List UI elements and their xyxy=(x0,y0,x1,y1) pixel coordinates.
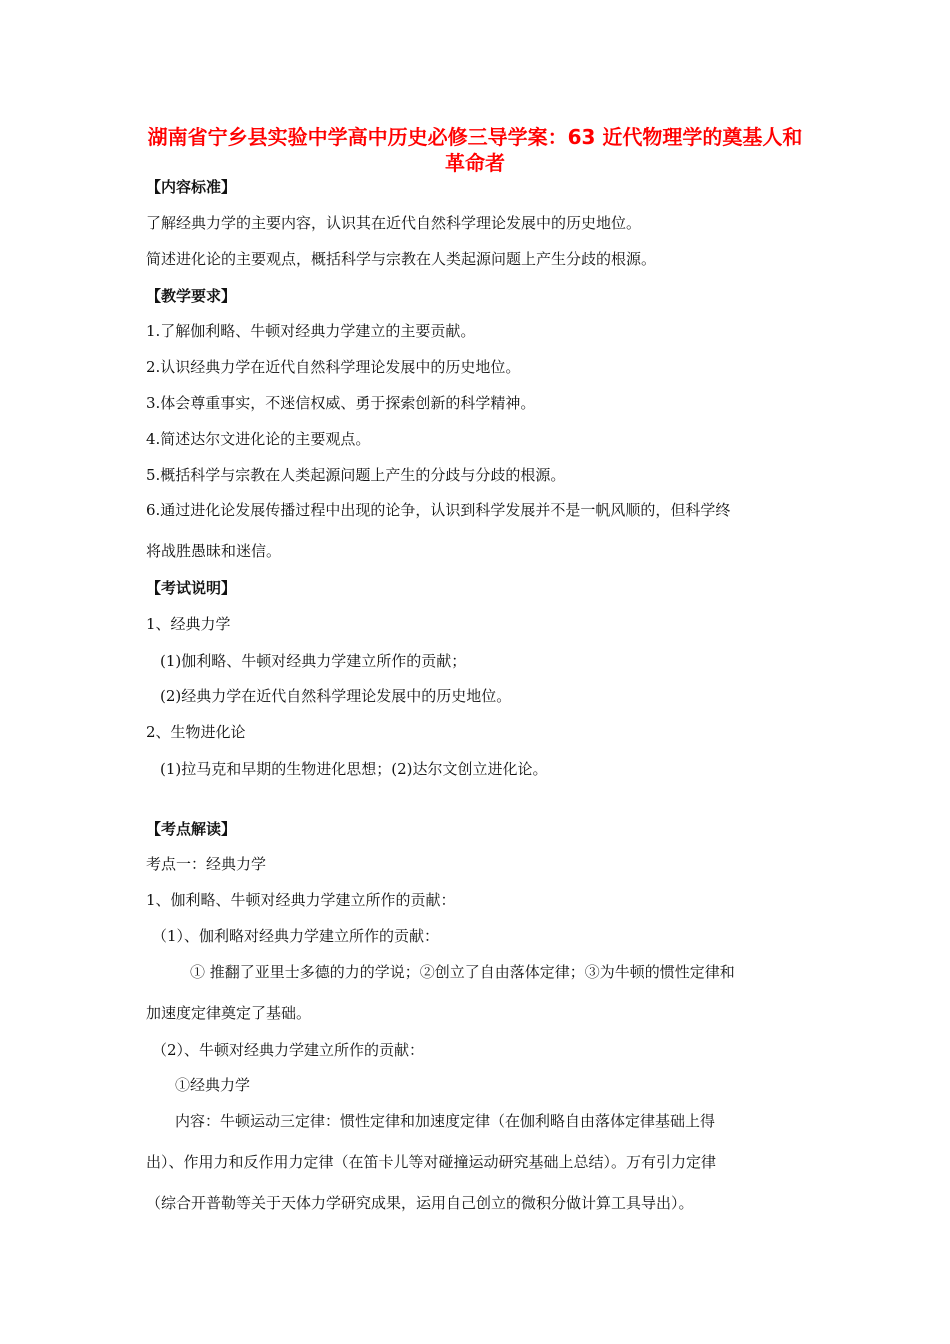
teaching-requirement-line: 5.概括科学与宗教在人类起源问题上产生的分歧与分歧的根源。 xyxy=(146,466,566,484)
teaching-requirement-line: 2.认识经典力学在近代自然科学理论发展中的历史地位。 xyxy=(146,358,521,376)
section-heading-content-standard: 【内容标准】 xyxy=(146,178,237,196)
teaching-requirement-line: 将战胜愚昧和迷信。 xyxy=(146,542,282,560)
section-heading-teaching-requirements: 【教学要求】 xyxy=(146,287,237,305)
key-point-line: 1、伽利略、牛顿对经典力学建立所作的贡献： xyxy=(146,891,456,909)
content-standard-line: 简述进化论的主要观点，概括科学与宗教在人类起源问题上产生分歧的根源。 xyxy=(146,250,657,268)
exam-note-line: (1)拉马克和早期的生物进化思想；(2)达尔文创立进化论。 xyxy=(160,760,548,778)
key-point-line: 加速度定律奠定了基础。 xyxy=(146,1004,312,1022)
section-heading-key-points: 【考点解读】 xyxy=(146,820,237,838)
key-point-line: （综合开普勒等关于天体力学研究成果，运用自己创立的微积分做计算工具导出）。 xyxy=(146,1194,694,1212)
content-standard-line: 了解经典力学的主要内容，认识其在近代自然科学理论发展中的历史地位。 xyxy=(146,214,642,232)
teaching-requirement-line: 4.简述达尔文进化论的主要观点。 xyxy=(146,430,371,448)
exam-note-line: 2、生物进化论 xyxy=(146,723,246,741)
section-heading-exam-notes: 【考试说明】 xyxy=(146,579,237,597)
key-point-line: 出）、作用力和反作用力定律（在笛卡儿等对碰撞运动研究基础上总结）。万有引力定律 xyxy=(146,1153,717,1171)
exam-note-line: (1)伽利略、牛顿对经典力学建立所作的贡献； xyxy=(160,652,467,670)
key-point-line: （2）、牛顿对经典力学建立所作的贡献： xyxy=(152,1041,425,1059)
teaching-requirement-line: 6.通过进化论发展传播过程中出现的论争，认识到科学发展并不是一帆风顺的，但科学终 xyxy=(146,501,731,519)
exam-note-line: 1、经典力学 xyxy=(146,615,231,633)
document-title: 湖南省宁乡县实验中学高中历史必修三导学案：63 近代物理学的奠基人和革命者 xyxy=(147,125,803,175)
key-point-line: ① 推翻了亚里士多德的力的学说；②创立了自由落体定律；③为牛顿的惯性定律和 xyxy=(190,963,735,981)
teaching-requirement-line: 3.体会尊重事实，不迷信权威、勇于探索创新的科学精神。 xyxy=(146,394,536,412)
key-point-line: 考点一：经典力学 xyxy=(146,855,267,873)
teaching-requirement-line: 1.了解伽利略、牛顿对经典力学建立的主要贡献。 xyxy=(146,322,476,340)
key-point-line: ①经典力学 xyxy=(175,1076,251,1094)
key-point-line: （1）、伽利略对经典力学建立所作的贡献： xyxy=(152,927,440,945)
key-point-line: 内容：牛顿运动三定律：惯性定律和加速度定律（在伽利略自由落体定律基础上得 xyxy=(175,1112,716,1130)
exam-note-line: (2)经典力学在近代自然科学理论发展中的历史地位。 xyxy=(160,687,512,705)
